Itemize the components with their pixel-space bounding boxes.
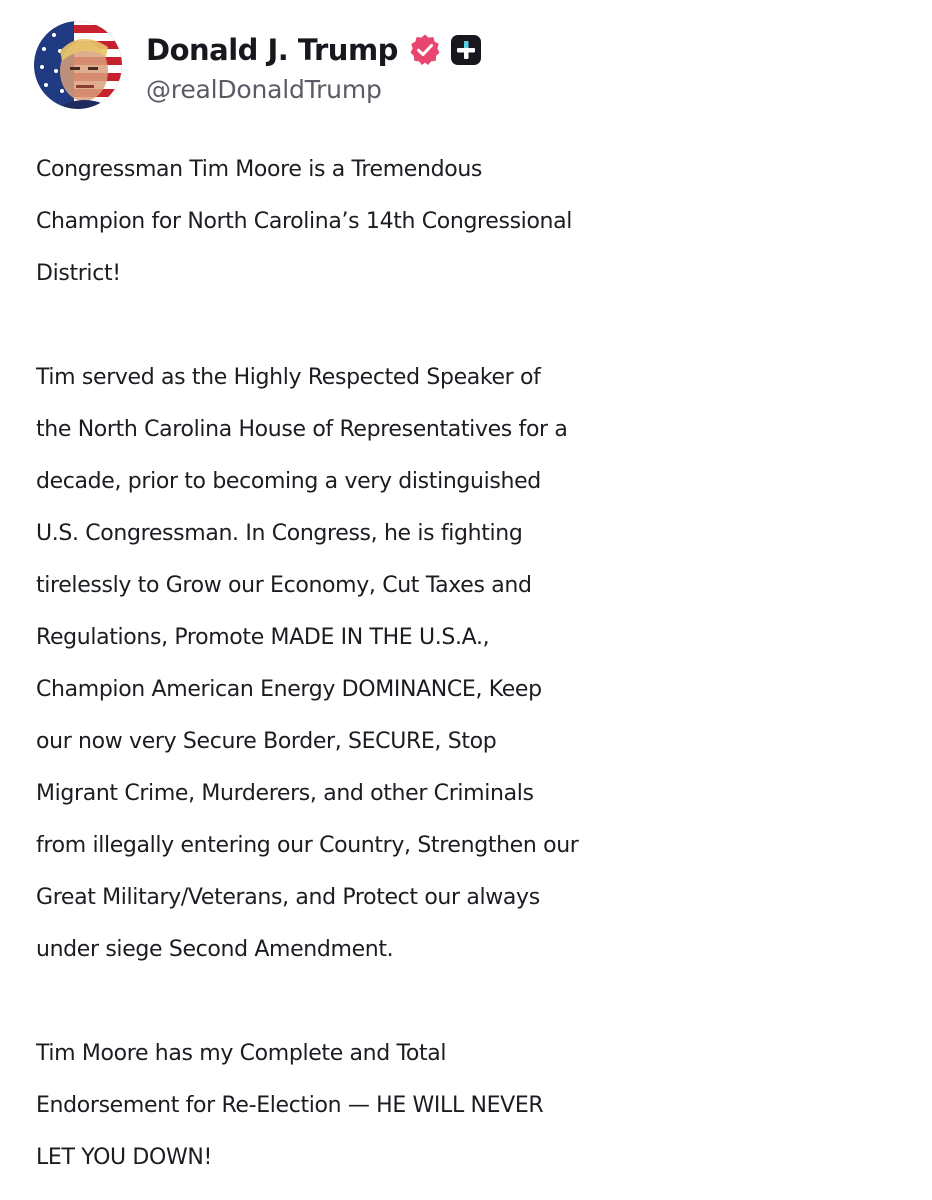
- text-line: the North Carolina House of Representatives for a: [36, 417, 568, 442]
- avatar-image: [34, 21, 122, 109]
- user-handle[interactable]: @realDonaldTrump: [146, 74, 382, 104]
- text-line: LET YOU DOWN!: [36, 1145, 212, 1170]
- text-line: Regulations, Promote MADE IN THE U.S.A.,: [36, 625, 490, 650]
- paragraph: [36, 144, 916, 300]
- text-line: decade, prior to becoming a very distinguished: [36, 469, 541, 494]
- text-line: Champion American Energy DOMINANCE, Keep: [36, 677, 542, 702]
- paragraph: [36, 1028, 916, 1184]
- text-line: Tim served as the Highly Respected Speaker of: [36, 365, 541, 390]
- text-line: Endorsement for Re-Election — HE WILL NEVER: [36, 1093, 544, 1118]
- text-line: tirelessly to Grow our Economy, Cut Taxes and: [36, 573, 532, 598]
- text-line: Congressman Tim Moore is a Tremendous: [36, 157, 483, 182]
- text-line: District!: [36, 261, 121, 286]
- post-body: [36, 144, 916, 1184]
- name-row: [146, 27, 482, 73]
- text-line: from illegally entering our Country, Strengthen our: [36, 833, 579, 858]
- text-line: our now very Secure Border, SECURE, Stop: [36, 729, 497, 754]
- text-line: Great Military/Veterans, and Protect our always: [36, 885, 540, 910]
- text-line: Migrant Crime, Murderers, and other Criminals: [36, 781, 534, 806]
- verified-badge-icon: [408, 33, 442, 67]
- plus-badge-icon: [450, 34, 482, 66]
- avatar[interactable]: [34, 21, 122, 109]
- text-line: Tim Moore has my Complete and Total: [36, 1041, 447, 1066]
- text-line: under siege Second Amendment.: [36, 937, 394, 962]
- post-header: [34, 20, 482, 110]
- author-info: [146, 27, 482, 104]
- display-name[interactable]: Donald J. Trump: [146, 32, 398, 67]
- text-line: U.S. Congressman. In Congress, he is fighting: [36, 521, 523, 546]
- text-line: Champion for North Carolina’s 14th Congressional: [36, 209, 573, 234]
- paragraph: [36, 352, 916, 976]
- paragraph-gap: [36, 976, 916, 1028]
- paragraph-gap: [36, 300, 916, 352]
